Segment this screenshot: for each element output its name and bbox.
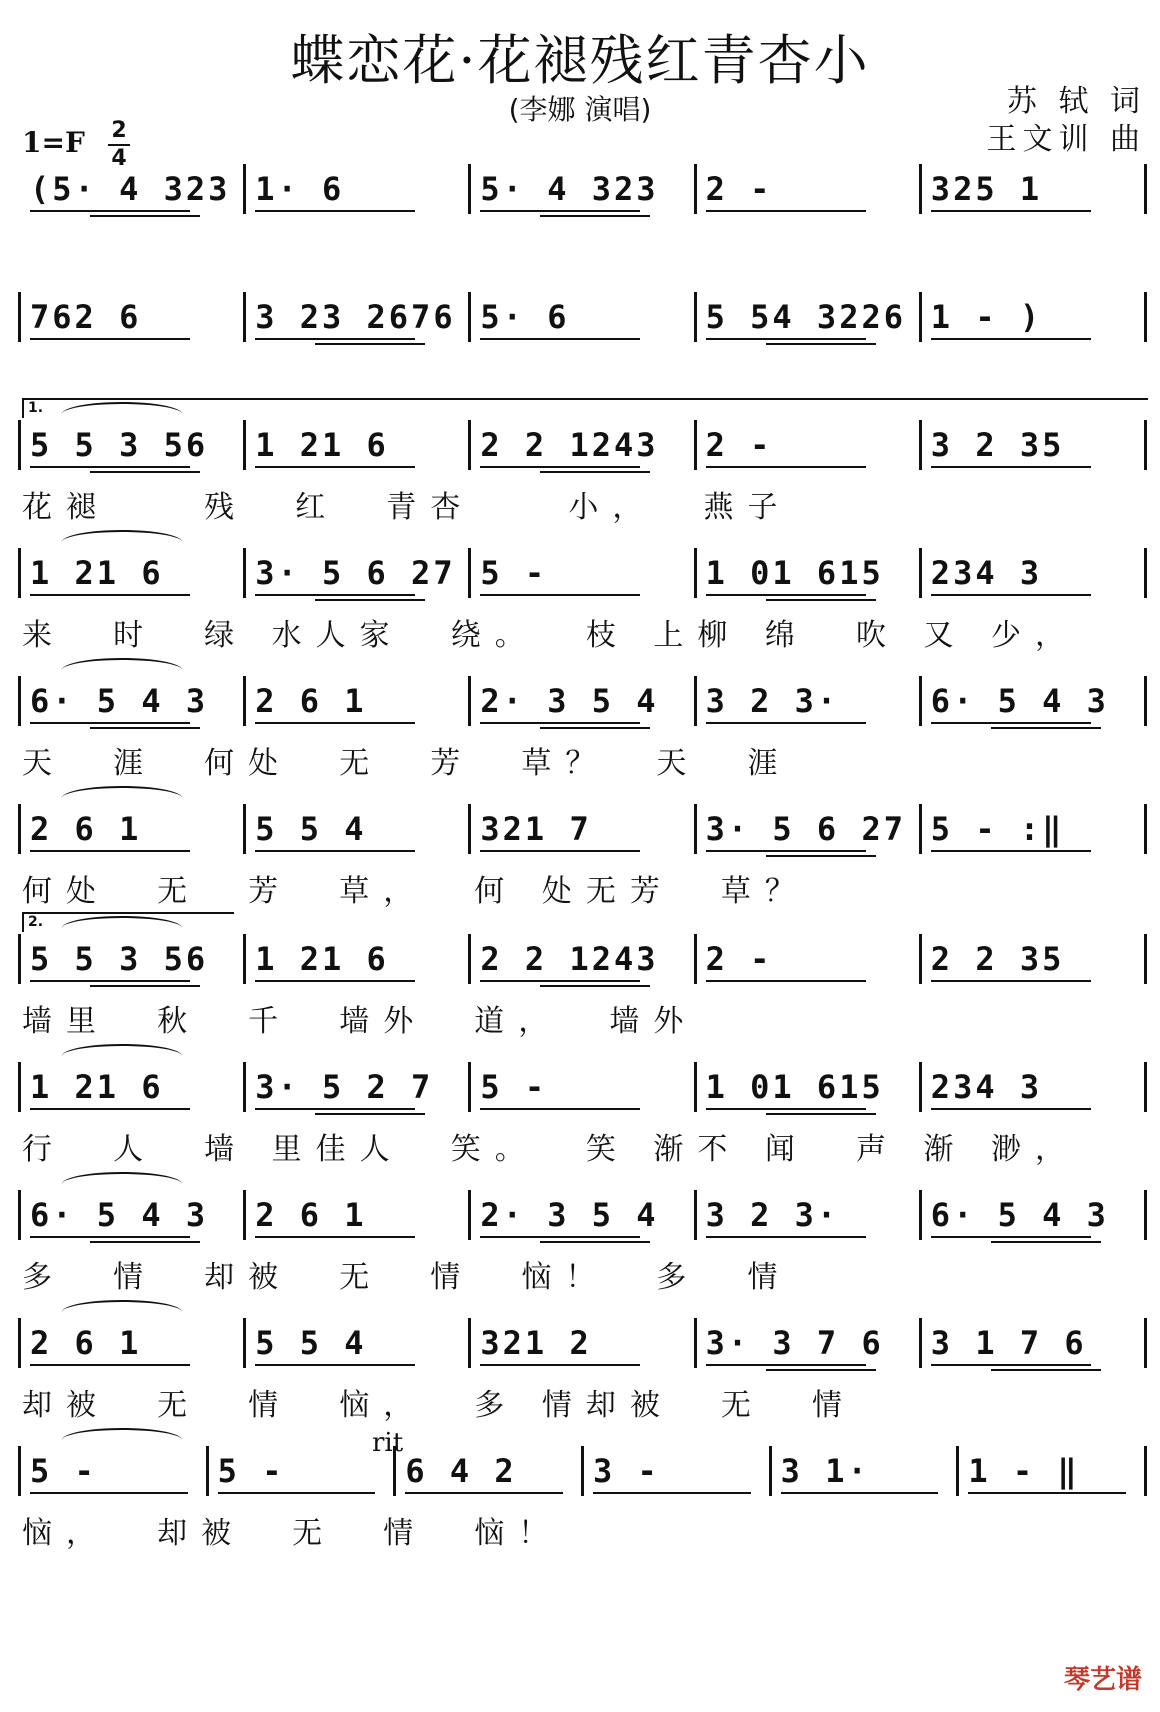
eighth-beam: [480, 722, 640, 724]
eighth-beam: [706, 210, 866, 212]
barline: [694, 164, 697, 214]
measure-notes: 321 7: [480, 810, 592, 848]
measure: [931, 940, 1065, 978]
eighth-beam: [706, 850, 866, 852]
measure-notes: 1 21 6: [255, 426, 389, 464]
eighth-beam: [255, 850, 415, 852]
sixteenth-beam: [766, 599, 876, 601]
lyricist-credit: 苏 轼 词: [1006, 84, 1146, 119]
eighth-beam: [480, 980, 640, 982]
measure: [480, 1324, 591, 1362]
measure-notes: 2 2 1243: [480, 940, 659, 978]
measure: [255, 426, 389, 464]
barline: [1144, 1190, 1147, 1240]
measure: [30, 1324, 141, 1362]
measure: [480, 682, 658, 720]
volta-bracket-first: 1.: [22, 398, 1148, 418]
barline: [1144, 1062, 1147, 1112]
measure: [30, 554, 164, 592]
lyric-line: 花褪 残 红 青杏 小， 燕子: [22, 490, 792, 525]
barline: [243, 1190, 246, 1240]
slur: [62, 1172, 182, 1196]
measure-notes: 234 3: [930, 554, 1043, 592]
eighth-beam: [405, 1492, 563, 1494]
barline: [468, 548, 471, 598]
measure-notes: 5 5 3 56: [30, 426, 209, 464]
measure: [30, 170, 230, 208]
barline: [243, 1062, 246, 1112]
eighth-beam: [30, 338, 190, 340]
eighth-beam: [255, 980, 415, 982]
barline: [468, 1062, 471, 1112]
lyric-line: 恼， 却被 无 情 恼！: [22, 1516, 563, 1551]
ritardando-marking: rit: [372, 1428, 404, 1458]
eighth-beam: [931, 1236, 1091, 1238]
composer-credit: 王文训 曲: [986, 122, 1146, 157]
measure: [968, 1452, 1079, 1490]
measure-notes: 1 - ): [930, 298, 1043, 336]
barline: [1144, 164, 1147, 214]
sixteenth-beam: [540, 215, 650, 217]
barline: [694, 934, 697, 984]
lyric-line: 何处 无 芳 草， 何 处无芳 草？: [22, 874, 809, 909]
measure-notes: 2 2 1243: [480, 426, 659, 464]
eighth-beam: [218, 1492, 376, 1494]
measure-notes: 6· 5 4 3: [30, 1196, 209, 1234]
sixteenth-beam: [315, 599, 425, 601]
measure-notes: 2 6 1: [30, 810, 142, 848]
measure: [480, 940, 658, 978]
measure-notes: 2 -: [705, 940, 773, 978]
time-signature: [108, 118, 130, 172]
sixteenth-beam: [315, 1113, 425, 1115]
eighth-beam: [931, 980, 1091, 982]
barline: [468, 676, 471, 726]
measure: [480, 554, 547, 592]
slur: [62, 658, 182, 682]
barline: [769, 1446, 772, 1496]
barline: [468, 804, 471, 854]
eighth-beam: [30, 1364, 190, 1366]
barline: [919, 420, 922, 470]
measure-notes: 5 5 4: [255, 810, 367, 848]
sixteenth-beam: [991, 1241, 1101, 1243]
eighth-beam: [30, 1492, 188, 1494]
barline: [919, 548, 922, 598]
measure: [706, 1068, 884, 1106]
barline: [919, 676, 922, 726]
sixteenth-beam: [991, 1369, 1101, 1371]
eighth-beam: [706, 1236, 866, 1238]
sixteenth-beam: [90, 985, 200, 987]
barline: [694, 1190, 697, 1240]
eighth-beam: [255, 338, 415, 340]
measure-notes: 3 -: [593, 1452, 660, 1490]
measure: [931, 298, 1042, 336]
eighth-beam: [931, 1108, 1091, 1110]
measure-notes: 3· 3 7 6: [705, 1324, 884, 1362]
measure-notes: 1 21 6: [30, 1068, 164, 1106]
score-system: [0, 1452, 1160, 1592]
measure: [781, 1452, 870, 1490]
measure: [255, 170, 344, 208]
sixteenth-beam: [315, 343, 425, 345]
time-signature-top: 2: [111, 118, 127, 143]
measure: [30, 1196, 208, 1234]
measure: [593, 1452, 660, 1490]
eighth-beam: [706, 594, 866, 596]
barline: [919, 804, 922, 854]
performer-credit: (李娜 演唱): [508, 93, 652, 126]
measure: [706, 1324, 884, 1362]
measure: [706, 682, 840, 720]
measure: [706, 170, 773, 208]
barline: [1144, 804, 1147, 854]
key-signature: 1=F: [22, 126, 85, 159]
eighth-beam: [480, 210, 640, 212]
barline: [919, 1318, 922, 1368]
measure-notes: 6· 5 4 3: [930, 1196, 1109, 1234]
measure: [255, 940, 389, 978]
measure: [931, 170, 1042, 208]
eighth-beam: [706, 1108, 866, 1110]
eighth-beam: [255, 1364, 415, 1366]
measure: [405, 1452, 516, 1490]
measure-notes: 3 2 3·: [705, 682, 840, 720]
measure-notes: 2 2 35: [930, 940, 1065, 978]
sixteenth-beam: [766, 855, 876, 857]
eighth-beam: [255, 466, 415, 468]
measure-notes: 2 6 1: [30, 1324, 142, 1362]
barline: [956, 1446, 959, 1496]
barline: [919, 1190, 922, 1240]
eighth-beam: [30, 1236, 190, 1238]
measure-notes: 3· 5 6 27: [705, 810, 906, 848]
measure-notes: 762 6: [30, 298, 142, 336]
slur: [62, 1044, 182, 1068]
barline: [18, 1190, 21, 1240]
eighth-beam: [480, 850, 640, 852]
measure-notes: 2 6 1: [255, 1196, 367, 1234]
barline: [18, 1318, 21, 1368]
measure-notes: 5 54 3226: [705, 298, 906, 336]
eighth-beam: [30, 466, 190, 468]
barline: [18, 1446, 21, 1496]
eighth-beam: [931, 210, 1091, 212]
barline: [1144, 1446, 1147, 1496]
measure: [931, 426, 1065, 464]
eighth-beam: [30, 980, 190, 982]
measure-notes: 3 23 2676: [255, 298, 456, 336]
eighth-beam: [931, 722, 1091, 724]
eighth-beam: [30, 210, 190, 212]
measure-notes: 6 4 2: [405, 1452, 517, 1490]
eighth-beam: [255, 1108, 415, 1110]
measure-notes: 1 21 6: [30, 554, 164, 592]
lyric-line: 多 情 却被 无 情 恼！ 多 情: [22, 1260, 792, 1295]
barline: [694, 1318, 697, 1368]
volta-bracket-second: 2.: [22, 912, 234, 932]
measure-notes: 3 2 3·: [705, 1196, 840, 1234]
barline: [243, 934, 246, 984]
measure-notes: 3 2 35: [930, 426, 1065, 464]
slur: [62, 530, 182, 554]
measure: [30, 682, 208, 720]
barline: [18, 934, 21, 984]
measure: [480, 1068, 547, 1106]
eighth-beam: [30, 850, 190, 852]
barline: [694, 292, 697, 342]
measure-notes: 2· 3 5 4: [480, 682, 659, 720]
sixteenth-beam: [766, 1369, 876, 1371]
eighth-beam: [706, 466, 866, 468]
measure-notes: 325 1: [930, 170, 1043, 208]
barline: [468, 1190, 471, 1240]
barline: [468, 1318, 471, 1368]
measure-notes: 6· 5 4 3: [30, 682, 209, 720]
measure-notes: 321 2: [480, 1324, 592, 1362]
score-system: [0, 170, 1160, 310]
measure-notes: 5· 6: [480, 298, 570, 336]
measure-notes: (5· 4 323: [30, 170, 231, 208]
eighth-beam: [931, 338, 1091, 340]
measure-notes: 1 01 615: [705, 554, 884, 592]
barline: [18, 292, 21, 342]
eighth-beam: [706, 338, 866, 340]
sixteenth-beam: [90, 1241, 200, 1243]
measure: [480, 426, 658, 464]
eighth-beam: [706, 722, 866, 724]
sixteenth-beam: [90, 471, 200, 473]
slur: [62, 1300, 182, 1324]
eighth-beam: [931, 850, 1091, 852]
barline: [694, 676, 697, 726]
barline: [18, 676, 21, 726]
barline: [468, 164, 471, 214]
eighth-beam: [931, 466, 1091, 468]
measure-notes: 5 -: [217, 1452, 285, 1490]
measure: [480, 810, 591, 848]
sixteenth-beam: [90, 727, 200, 729]
measure: [218, 1452, 285, 1490]
sixteenth-beam: [90, 215, 200, 217]
measure: [255, 810, 366, 848]
lyric-line: 行 人 墙 里佳人 笑。 笑 渐不 闻 声 渐 渺，: [22, 1132, 1080, 1167]
measure: [480, 170, 658, 208]
measure-notes: 1 01 615: [705, 1068, 884, 1106]
barline: [694, 804, 697, 854]
barline: [919, 292, 922, 342]
measure-notes: 5 -: [480, 554, 548, 592]
eighth-beam: [968, 1492, 1126, 1494]
measure: [706, 554, 884, 592]
eighth-beam: [255, 1236, 415, 1238]
measure-notes: 5 5 3 56: [30, 940, 209, 978]
sixteenth-beam: [766, 343, 876, 345]
measure: [931, 1068, 1042, 1106]
barline: [18, 1062, 21, 1112]
measure-notes: 234 3: [930, 1068, 1043, 1106]
barline: [694, 548, 697, 598]
measure: [706, 426, 773, 464]
measure: [706, 298, 906, 336]
eighth-beam: [255, 722, 415, 724]
measure-notes: 3· 5 6 27: [255, 554, 456, 592]
barline: [919, 164, 922, 214]
barline: [468, 934, 471, 984]
eighth-beam: [931, 1364, 1091, 1366]
measure-notes: 3 1 7 6: [930, 1324, 1087, 1362]
measure-notes: 6· 5 4 3: [930, 682, 1109, 720]
barline: [694, 420, 697, 470]
lyric-line: 天 涯 何处 无 芳 草？ 天 涯: [22, 746, 792, 781]
measure-notes: 1 - ‖: [968, 1452, 1080, 1490]
measure-notes: 1· 6: [255, 170, 345, 208]
barline: [243, 420, 246, 470]
measure: [255, 298, 455, 336]
barline: [18, 548, 21, 598]
measure: [931, 1196, 1109, 1234]
measure: [30, 810, 141, 848]
measure: [931, 554, 1042, 592]
eighth-beam: [30, 594, 190, 596]
lyric-line: 墙里 秋 千 墙外 道， 墙外: [22, 1004, 698, 1039]
barline: [243, 548, 246, 598]
barline: [694, 1062, 697, 1112]
barline: [243, 804, 246, 854]
barline: [1144, 676, 1147, 726]
lyric-line: 却被 无 情 恼， 多 情却被 无 情: [22, 1388, 856, 1423]
barline: [919, 934, 922, 984]
measure-notes: 5· 4 323: [480, 170, 659, 208]
measure: [931, 810, 1065, 848]
barline: [468, 420, 471, 470]
eighth-beam: [593, 1492, 751, 1494]
measure: [255, 682, 366, 720]
eighth-beam: [480, 1108, 640, 1110]
eighth-beam: [480, 466, 640, 468]
measure-notes: 2 -: [705, 426, 773, 464]
measure: [30, 1452, 97, 1490]
barline: [468, 292, 471, 342]
barline: [1144, 934, 1147, 984]
measure: [30, 1068, 164, 1106]
measure: [255, 554, 455, 592]
sixteenth-beam: [540, 985, 650, 987]
eighth-beam: [255, 210, 415, 212]
sixteenth-beam: [766, 1113, 876, 1115]
barline: [243, 292, 246, 342]
measure-notes: 2· 3 5 4: [480, 1196, 659, 1234]
eighth-beam: [30, 1108, 190, 1110]
eighth-beam: [480, 1236, 640, 1238]
barline: [1144, 548, 1147, 598]
barline: [1144, 420, 1147, 470]
barline: [1144, 1318, 1147, 1368]
sixteenth-beam: [540, 1241, 650, 1243]
time-signature-bottom: 4: [111, 146, 127, 171]
eighth-beam: [706, 1364, 866, 1366]
barline: [1144, 292, 1147, 342]
measure: [255, 1324, 366, 1362]
song-title: 蝶恋花·花褪残红青杏小: [290, 29, 870, 92]
measure: [30, 298, 141, 336]
sixteenth-beam: [540, 727, 650, 729]
measure: [706, 940, 773, 978]
barline: [18, 420, 21, 470]
measure-notes: 2 6 1: [255, 682, 367, 720]
measure: [30, 426, 208, 464]
measure: [706, 1196, 840, 1234]
measure-notes: 1 21 6: [255, 940, 389, 978]
measure: [931, 682, 1109, 720]
barline: [18, 804, 21, 854]
sixteenth-beam: [540, 471, 650, 473]
barline: [206, 1446, 209, 1496]
measure: [480, 1196, 658, 1234]
sixteenth-beam: [991, 727, 1101, 729]
barline: [919, 1062, 922, 1112]
watermark-logo: 琴艺谱: [1063, 1665, 1142, 1695]
eighth-beam: [255, 594, 415, 596]
eighth-beam: [30, 722, 190, 724]
measure-notes: 3· 5 2 7: [255, 1068, 434, 1106]
measure: [931, 1324, 1087, 1362]
measure: [30, 940, 208, 978]
eighth-beam: [480, 1364, 640, 1366]
lyric-line: 来 时 绿 水人家 绕。 枝 上柳 绵 吹 又 少，: [22, 618, 1080, 653]
barline: [243, 164, 246, 214]
eighth-beam: [706, 980, 866, 982]
measure: [255, 1196, 366, 1234]
eighth-beam: [480, 338, 640, 340]
barline: [243, 676, 246, 726]
barline: [581, 1446, 584, 1496]
measure-notes: 5 -: [30, 1452, 97, 1490]
eighth-beam: [480, 594, 640, 596]
eighth-beam: [781, 1492, 939, 1494]
measure-notes: 5 - :‖: [930, 810, 1065, 848]
measure-notes: 5 5 4: [255, 1324, 367, 1362]
measure-notes: 2 -: [705, 170, 773, 208]
measure: [255, 1068, 433, 1106]
measure: [480, 298, 569, 336]
measure-notes: 3 1·: [780, 1452, 870, 1490]
measure: [706, 810, 906, 848]
measure-notes: 5 -: [480, 1068, 548, 1106]
slur: [62, 1428, 182, 1452]
barline: [243, 1318, 246, 1368]
slur: [62, 786, 182, 810]
eighth-beam: [931, 594, 1091, 596]
